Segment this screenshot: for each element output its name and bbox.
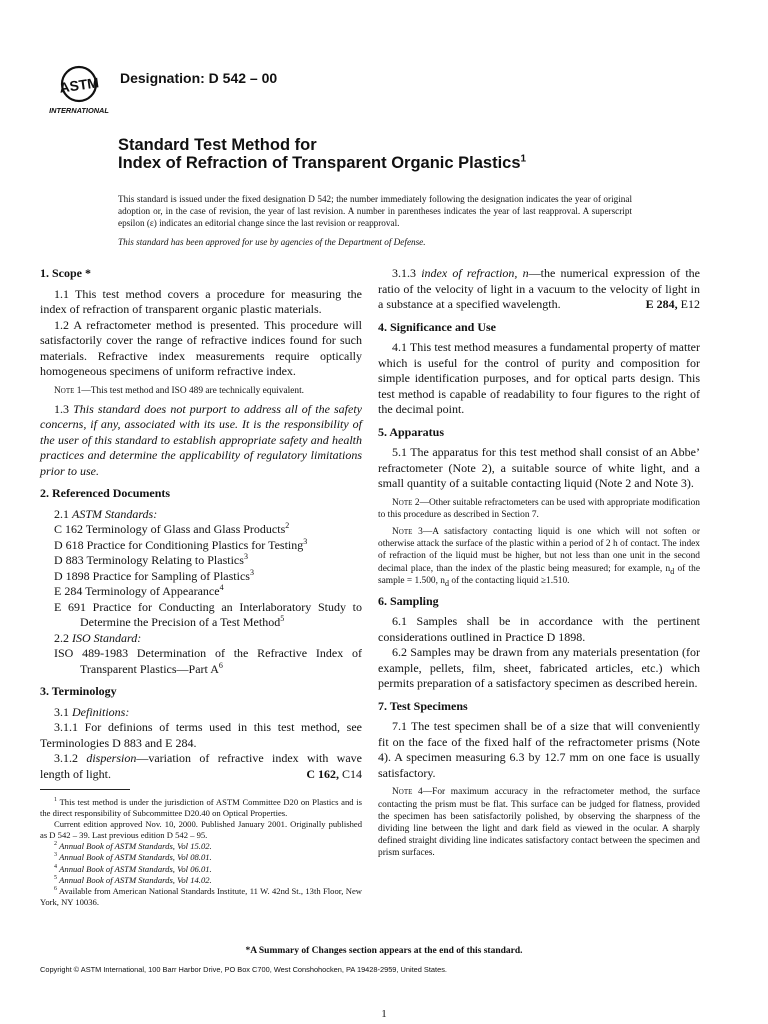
referenced-heading: 2. Referenced Documents <box>40 486 171 501</box>
footnote-divider <box>40 789 130 790</box>
title-line-1: Standard Test Method for <box>118 136 317 154</box>
footnote-3: $^3$ Annual Book of ASTM Standards, Vol 08.01. <box>54 852 212 863</box>
sampling-heading: 6. Sampling <box>378 593 439 608</box>
footnote-1: $^1$ This test method is under the jurisdiction of ASTM Committee D20 on Plastics and is the direct responsibility of Subcommittee D20.40 on Optical Properties. <box>40 797 362 819</box>
title-line-2: Index of Refraction of Transparent Organic Plastics$^1$ <box>118 153 527 172</box>
specimens-p1: 7.1 The test specimen shall be of a size that will conveniently fit on the face of the fixed half of the refractometer prisms (Note 4). A specimen measuring 6.3 by 12.7 mm on one face is usually satisfactory. <box>378 719 700 780</box>
summary-notice: *A Summary of Changes section appears at the end of this standard. <box>245 946 523 956</box>
iso-standard-label: 2.2 ISO Standard: <box>54 630 142 645</box>
title-footnote-mark: 1 <box>520 153 527 165</box>
svg-text:ASTM: ASTM <box>58 74 100 96</box>
significance-heading: 4. Significance and Use <box>378 319 497 334</box>
ref-item: D 618 Practice for Conditioning Plastics for Testing$^3$ <box>54 536 308 552</box>
scope-p3: 1.3 This standard does not purport to address all of the safety concerns, if any, associated with its use. It is the responsibility of the user of this standard to establish appropriate safety and health practices and determine the applicability of regulatory limitations prior to use. <box>40 401 362 478</box>
apparatus-heading: 5. Apparatus <box>378 424 445 439</box>
note-2: Note 2—Other suitable refractometers can be used with appropriate modification to this procedure as described in Section 7. <box>378 497 700 520</box>
footnote-6: $^6$ Available from American National Standards Institute, 11 W. 42nd St., 13th Floor, New York, NY 10036. <box>40 885 362 907</box>
footnote-5: $^5$ Annual Book of ASTM Standards, Vol 14.02. <box>54 874 212 885</box>
note-1: Note 1—This test method and ISO 489 are technically equivalent. <box>54 385 305 396</box>
ref-item: C 162 Terminology of Glass and Glass Products$^2$ <box>54 521 290 537</box>
apparatus-p1: 5.1 The apparatus for this test method shall consist of an Abbe’ refractometer (Note 2), a suitable source of white light, and a small quantity of a suitable contacting liquid (Note 2 and Note 3). <box>378 445 700 490</box>
footnotes <box>40 797 362 908</box>
svg-text:INTERNATIONAL: INTERNATIONAL <box>49 106 109 115</box>
sampling-p1: 6.1 Samples shall be in accordance with the pertinent considerations outlined in Practice D 1898. <box>378 614 700 644</box>
page-number: 1 <box>381 1008 387 1020</box>
astm-logo <box>46 62 112 118</box>
left-column <box>40 266 362 782</box>
scope-p2: 1.2 A refractometer method is presented. This procedure will satisfactorily cover the range of refractive indices found for such materials. Refractive index measurements require optically homogeneous specimens of uniform refractive index. <box>40 317 362 378</box>
iso-ref-item: ISO 489-1983 Determination of the Refractive Index of Transparent Plastics—Part $A^6$ <box>54 646 362 676</box>
definitions-label: 3.1 Definitions: <box>54 704 130 719</box>
scope-p1: 1.1 This test method covers a procedure for measuring the index of refraction of transparent organic plastic materials. <box>40 286 362 316</box>
footnote-2: $^2$ Annual Book of ASTM Standards, Vol 15.02. <box>54 841 212 852</box>
intro-text: This standard is issued under the fixed designation D 542; the number immediately following the designation indicates the year of original adoption or, in the case of revision, the year of last revision. A number in parentheses indicates the year of last reapproval. A superscript epsilon (ε) indicates an editorial change since the last revision or reapproval. <box>118 194 632 228</box>
specimens-heading: 7. Test Specimens <box>378 698 468 713</box>
footnote-1b: Current edition approved Nov. 10, 2000. Published January 2001. Originally published as D 542 – 39. Last previous edition D 542 – 95. <box>40 819 362 841</box>
right-column <box>378 266 700 865</box>
term-p313: 3.1.3 index of refraction, n—the numerical expression of the ratio of the velocity of light in a vacuum to the velocity of light in a substance at a specified wavelength. E 284, E12 <box>378 266 700 311</box>
note-3: Note 3—A satisfactory contacting liquid is one which will not soften or otherwise attack the surface of the plastic within a period of 2 h of contact. The index of refraction of the liquid must be higher, but not less than one unit in the second decimal place, than the index of the plastic being measured; for example, $n_d$ of the sample = 1.500, $n_d$ of the contacting liquid ≥1.510. <box>378 526 700 588</box>
designation: Designation: D 542 – 00 <box>120 70 278 86</box>
astm-standards-label: 2.1 ASTM Standards: <box>54 506 158 521</box>
ref-item: D 1898 Practice for Sampling of Plastics$^3$ <box>54 567 254 583</box>
term-p313-citation: E 284, E12 <box>645 297 700 311</box>
ref-item: D 883 Terminology Relating to Plastics$^3$ <box>54 552 248 568</box>
term-p311: 3.1.1 For definions of terms used in this test method, see Terminologies D 883 and E 284. <box>40 720 362 750</box>
footnote-4: $^4$ Annual Book of ASTM Standards, Vol 06.01. <box>54 863 212 874</box>
significance-p1: 4.1 This test method measures a fundamental property of matter which is useful for the control of purity and composition for simple identification purposes, and for optical parts design. This test method is capable of readability to four figures to the right of the decimal point. <box>378 340 700 416</box>
ref-item: E 284 Terminology of Appearance$^4$ <box>54 583 224 599</box>
copyright: Copyright © ASTM International, 100 Barr Harbor Drive, PO Box C700, West Conshohocken, PA 19428-2959, United States. <box>40 965 447 974</box>
term-p312-citation: C 162, C14 <box>306 766 362 781</box>
note-4: Note 4—For maximum accuracy in the refractometer method, the surface contacting the prism must be flat. This surface can be judged for flatness, provided the specimen has been satisfactorily polished, by observing the sharpness of the dividing line between the light and dark field as viewed in the ocular. A sharply defined straight dividing line indicates satisfactory contact between the specimen and prism surfaces. <box>378 787 700 859</box>
approved-text: This standard has been approved for use by agencies of the Department of Defense. <box>118 237 426 247</box>
scope-heading: 1. Scope * <box>40 266 91 280</box>
sampling-p2: 6.2 Samples may be drawn from any materials presentation (for example, pellets, film, sheet, fabricated articles, etc.) which permits preparation of a satisfactory specimen as described herein. <box>378 645 700 691</box>
term-p312: 3.1.2 dispersion—variation of refractive index with wave length of light. C 162, C14 <box>40 751 362 781</box>
terminology-heading: 3. Terminology <box>40 684 117 699</box>
ref-item: E 691 Practice for Conducting an Interlaboratory Study to Determine the Precision of a Test Method$^5$ <box>54 599 362 630</box>
